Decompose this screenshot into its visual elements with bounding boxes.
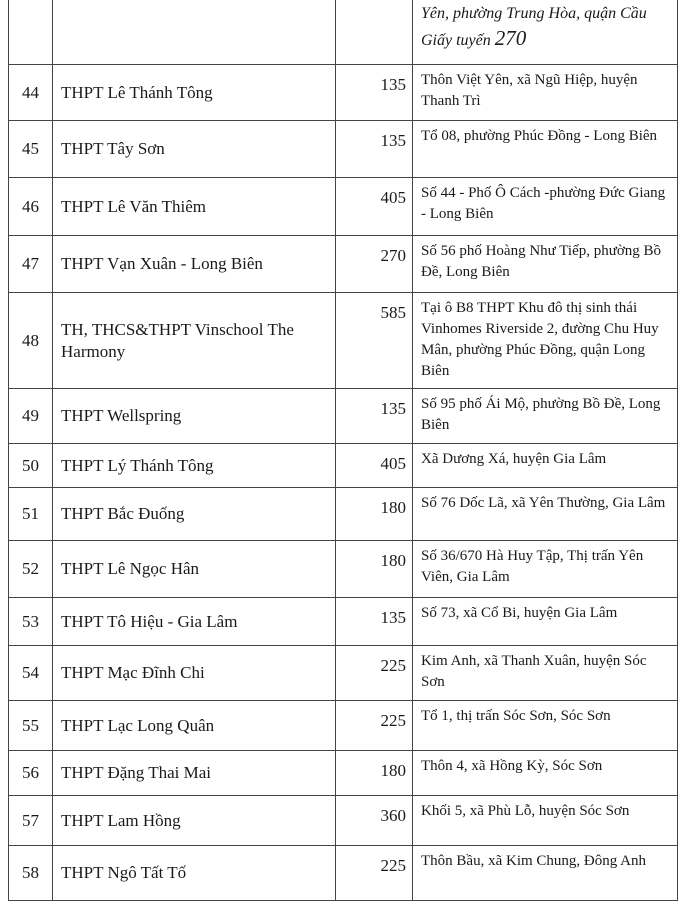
- name-cell: THPT Bắc Đuống: [53, 488, 336, 541]
- table-row: [9, 444, 678, 488]
- quota-cell: 135: [336, 598, 413, 646]
- table-row: [9, 178, 678, 236]
- table-row: [9, 846, 678, 901]
- stt-cell: 56: [9, 751, 53, 796]
- stt-cell: 55: [9, 701, 53, 751]
- stt-cell: [9, 0, 53, 65]
- quota-cell: 585: [336, 293, 413, 389]
- stt-cell: 45: [9, 121, 53, 178]
- address-quota: 270: [494, 26, 527, 50]
- address-cell: [413, 0, 678, 65]
- stt-cell: 50: [9, 444, 53, 488]
- quota-cell: 405: [336, 444, 413, 488]
- name-cell: THPT Lý Thánh Tông: [53, 444, 336, 488]
- stt-cell: 48: [9, 293, 53, 389]
- address-cell: Số 36/670 Hà Huy Tập, Thị trấn Yên Viên, Gia Lâm: [413, 541, 678, 598]
- address-cell: Khối 5, xã Phù Lỗ, huyện Sóc Sơn: [413, 796, 678, 846]
- address-cell: Kim Anh, xã Thanh Xuân, huyện Sóc Sơn: [413, 646, 678, 701]
- name-cell: [53, 0, 336, 65]
- address-cell: Tại ô B8 THPT Khu đô thị sinh thái Vinhomes Riverside 2, đường Chu Huy Mân, phường Phúc Đồng, quận Long Biên: [413, 293, 678, 389]
- table-row: [9, 646, 678, 701]
- stt-cell: 46: [9, 178, 53, 236]
- address-cell: Thôn Việt Yên, xã Ngũ Hiệp, huyện Thanh Trì: [413, 65, 678, 121]
- address-cell: Số 44 - Phố Ô Cách -phường Đức Giang - Long Biên: [413, 178, 678, 236]
- table-row: [9, 598, 678, 646]
- table-row-continued: [9, 0, 678, 65]
- table-row: [9, 701, 678, 751]
- stt-cell: 54: [9, 646, 53, 701]
- name-cell: THPT Đặng Thai Mai: [53, 751, 336, 796]
- table-row: [9, 293, 678, 389]
- name-cell: THPT Wellspring: [53, 389, 336, 444]
- stt-cell: 51: [9, 488, 53, 541]
- table-row: [9, 65, 678, 121]
- quota-cell: 135: [336, 121, 413, 178]
- stt-cell: 52: [9, 541, 53, 598]
- name-cell: THPT Ngô Tất Tố: [53, 846, 336, 901]
- table-row: [9, 236, 678, 293]
- address-cell: Xã Dương Xá, huyện Gia Lâm: [413, 444, 678, 488]
- address-cell: Số 76 Dốc Lã, xã Yên Thường, Gia Lâm: [413, 488, 678, 541]
- quota-cell: 225: [336, 846, 413, 901]
- name-cell: THPT Mạc Đĩnh Chi: [53, 646, 336, 701]
- stt-cell: 49: [9, 389, 53, 444]
- quota-cell: [336, 0, 413, 65]
- quota-cell: 180: [336, 488, 413, 541]
- table-row: [9, 389, 678, 444]
- name-cell: THPT Lạc Long Quân: [53, 701, 336, 751]
- address-cell: Thôn Bầu, xã Kim Chung, Đông Anh: [413, 846, 678, 901]
- table-row: [9, 488, 678, 541]
- stt-cell: 58: [9, 846, 53, 901]
- quota-cell: 360: [336, 796, 413, 846]
- name-cell: THPT Lam Hồng: [53, 796, 336, 846]
- quota-cell: 270: [336, 236, 413, 293]
- name-cell: THPT Tây Sơn: [53, 121, 336, 178]
- stt-cell: 47: [9, 236, 53, 293]
- quota-cell: 135: [336, 389, 413, 444]
- quota-cell: 135: [336, 65, 413, 121]
- address-cell: Tổ 08, phường Phúc Đồng - Long Biên: [413, 121, 678, 178]
- table-row: [9, 751, 678, 796]
- quota-cell: 180: [336, 751, 413, 796]
- address-cell: Tổ 1, thị trấn Sóc Sơn, Sóc Sơn: [413, 701, 678, 751]
- name-cell: THPT Lê Văn Thiêm: [53, 178, 336, 236]
- name-cell: THPT Lê Ngọc Hân: [53, 541, 336, 598]
- quota-cell: 225: [336, 646, 413, 701]
- stt-cell: 44: [9, 65, 53, 121]
- quota-cell: 180: [336, 541, 413, 598]
- address-text: Yên, phường Trung Hòa, quận Cầu: [421, 5, 647, 22]
- stt-cell: 57: [9, 796, 53, 846]
- school-quota-table: [8, 0, 678, 901]
- address-cell: Thôn 4, xã Hồng Kỳ, Sóc Sơn: [413, 751, 678, 796]
- stt-cell: 53: [9, 598, 53, 646]
- table-row: [9, 541, 678, 598]
- name-cell: THPT Vạn Xuân - Long Biên: [53, 236, 336, 293]
- name-cell: THPT Lê Thánh Tông: [53, 65, 336, 121]
- address-text: Giấy tuyến: [421, 32, 491, 49]
- name-cell: THPT Tô Hiệu - Gia Lâm: [53, 598, 336, 646]
- table-row: [9, 796, 678, 846]
- address-cell: Số 95 phố Ái Mộ, phường Bồ Đề, Long Biên: [413, 389, 678, 444]
- quota-cell: 225: [336, 701, 413, 751]
- table-row: [9, 121, 678, 178]
- address-cell: Số 56 phố Hoàng Như Tiếp, phường Bồ Đề, Long Biên: [413, 236, 678, 293]
- address-cell: Số 73, xã Cổ Bi, huyện Gia Lâm: [413, 598, 678, 646]
- name-cell: TH, THCS&THPT Vinschool The Harmony: [53, 293, 336, 389]
- quota-cell: 405: [336, 178, 413, 236]
